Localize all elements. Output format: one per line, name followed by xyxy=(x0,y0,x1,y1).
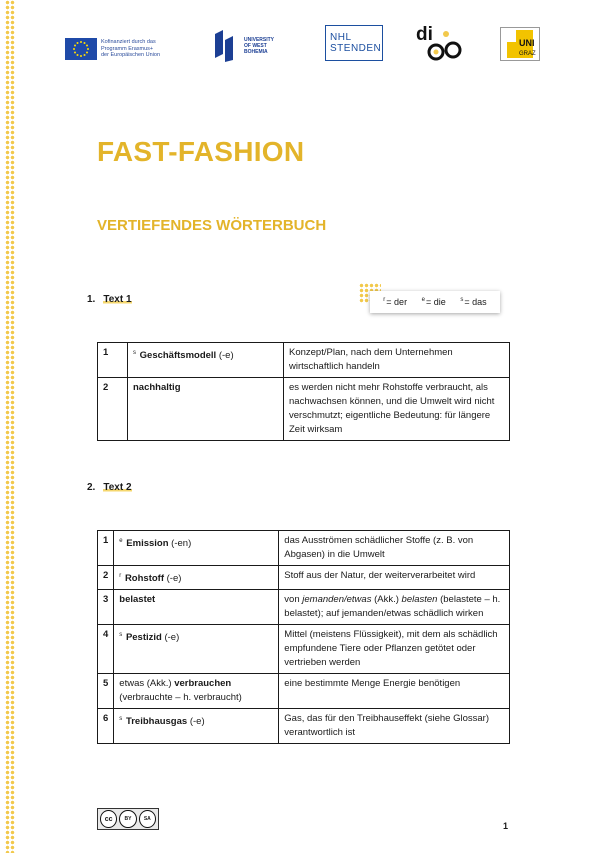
vocabulary-table-text-1 xyxy=(97,342,510,441)
vocabulary-table-text-2 xyxy=(97,530,510,744)
table-row: 4 $^s$ Pestizid (-e) Mittel (meistens Flüssigkeit), mit dem als schädlich empfundene Tiere oder Pflanzen getötet oder vertrieben werden xyxy=(98,625,510,674)
svg-text:di: di xyxy=(416,24,433,45)
by-icon: BY xyxy=(119,810,136,828)
table-row: 6 $^s$ Treibhausgas (-e) Gas, das für den Treibhauseffekt (siehe Glossar) verantwortlich ist xyxy=(98,709,510,744)
legend-die: $^e$= die xyxy=(421,297,446,307)
erasmus-logo-text: Kofinanziert durch das Programm Erasmus+ der Europäischen Union xyxy=(101,39,161,59)
page-number: 1 xyxy=(503,821,509,831)
uwb-emblem-icon xyxy=(213,30,239,62)
legend-der: $^r$= der xyxy=(383,297,408,307)
cc-icon: cc xyxy=(100,810,117,828)
dialog-project-logo xyxy=(416,22,468,62)
uni-graz-logo xyxy=(500,27,540,61)
uwb-logo-text: UNIVERSITY OF WEST BOHEMIA xyxy=(244,37,275,55)
page-title: FAST-FASHION xyxy=(97,136,305,167)
nhl-stenden-logo: NHL STENDEN xyxy=(325,25,383,61)
legend-das: $^s$= das xyxy=(460,297,487,307)
uwb-logo xyxy=(213,30,285,62)
page-subtitle: VERTIEFENDES WÖRTERBUCH xyxy=(97,217,327,234)
svg-text:UNI: UNI xyxy=(519,38,535,48)
section-heading-text-2: 2. Text 2 xyxy=(87,482,132,493)
table-row: 5 etwas (Akk.) verbrauchen (verbrauchte – h. verbraucht) eine bestimmte Menge Energie benötigen xyxy=(98,674,510,709)
erasmus-logo xyxy=(65,37,170,61)
article-legend-box xyxy=(370,291,500,313)
svg-text:GRAZ: GRAZ xyxy=(519,51,536,57)
eu-flag-icon xyxy=(65,38,97,60)
table-row: 1 $^s$ Geschäftsmodell (-e) Konzept/Plan, nach dem Unternehmen wirtschaftlich handeln xyxy=(98,343,510,378)
table-row: 2 $^r$ Rohstoff (-e) Stoff aus der Natur, der weiterverarbeitet wird xyxy=(98,566,510,590)
creative-commons-license-badge xyxy=(97,808,159,830)
table-row: 1 $^e$ Emission (-en) das Ausströmen schädlicher Stoffe (z. B. von Abgasen) in die Umwelt xyxy=(98,531,510,566)
decorative-dot-strip xyxy=(5,0,15,853)
table-row: 2 nachhaltig es werden nicht mehr Rohstoffe verbraucht, als nachwachsen können, und die Umwelt wird nicht verschmutzt; eigentliche Bedeutung: für längere Zeit wirksam xyxy=(98,378,510,441)
sa-icon: SA xyxy=(139,810,156,828)
section-heading-text-1: 1. Text 1 xyxy=(87,294,132,305)
table-row: 3 belastet von jemanden/etwas (Akk.) belasten (belastete – h. belastet); auf jemanden/etwas schädlich wirken xyxy=(98,590,510,625)
